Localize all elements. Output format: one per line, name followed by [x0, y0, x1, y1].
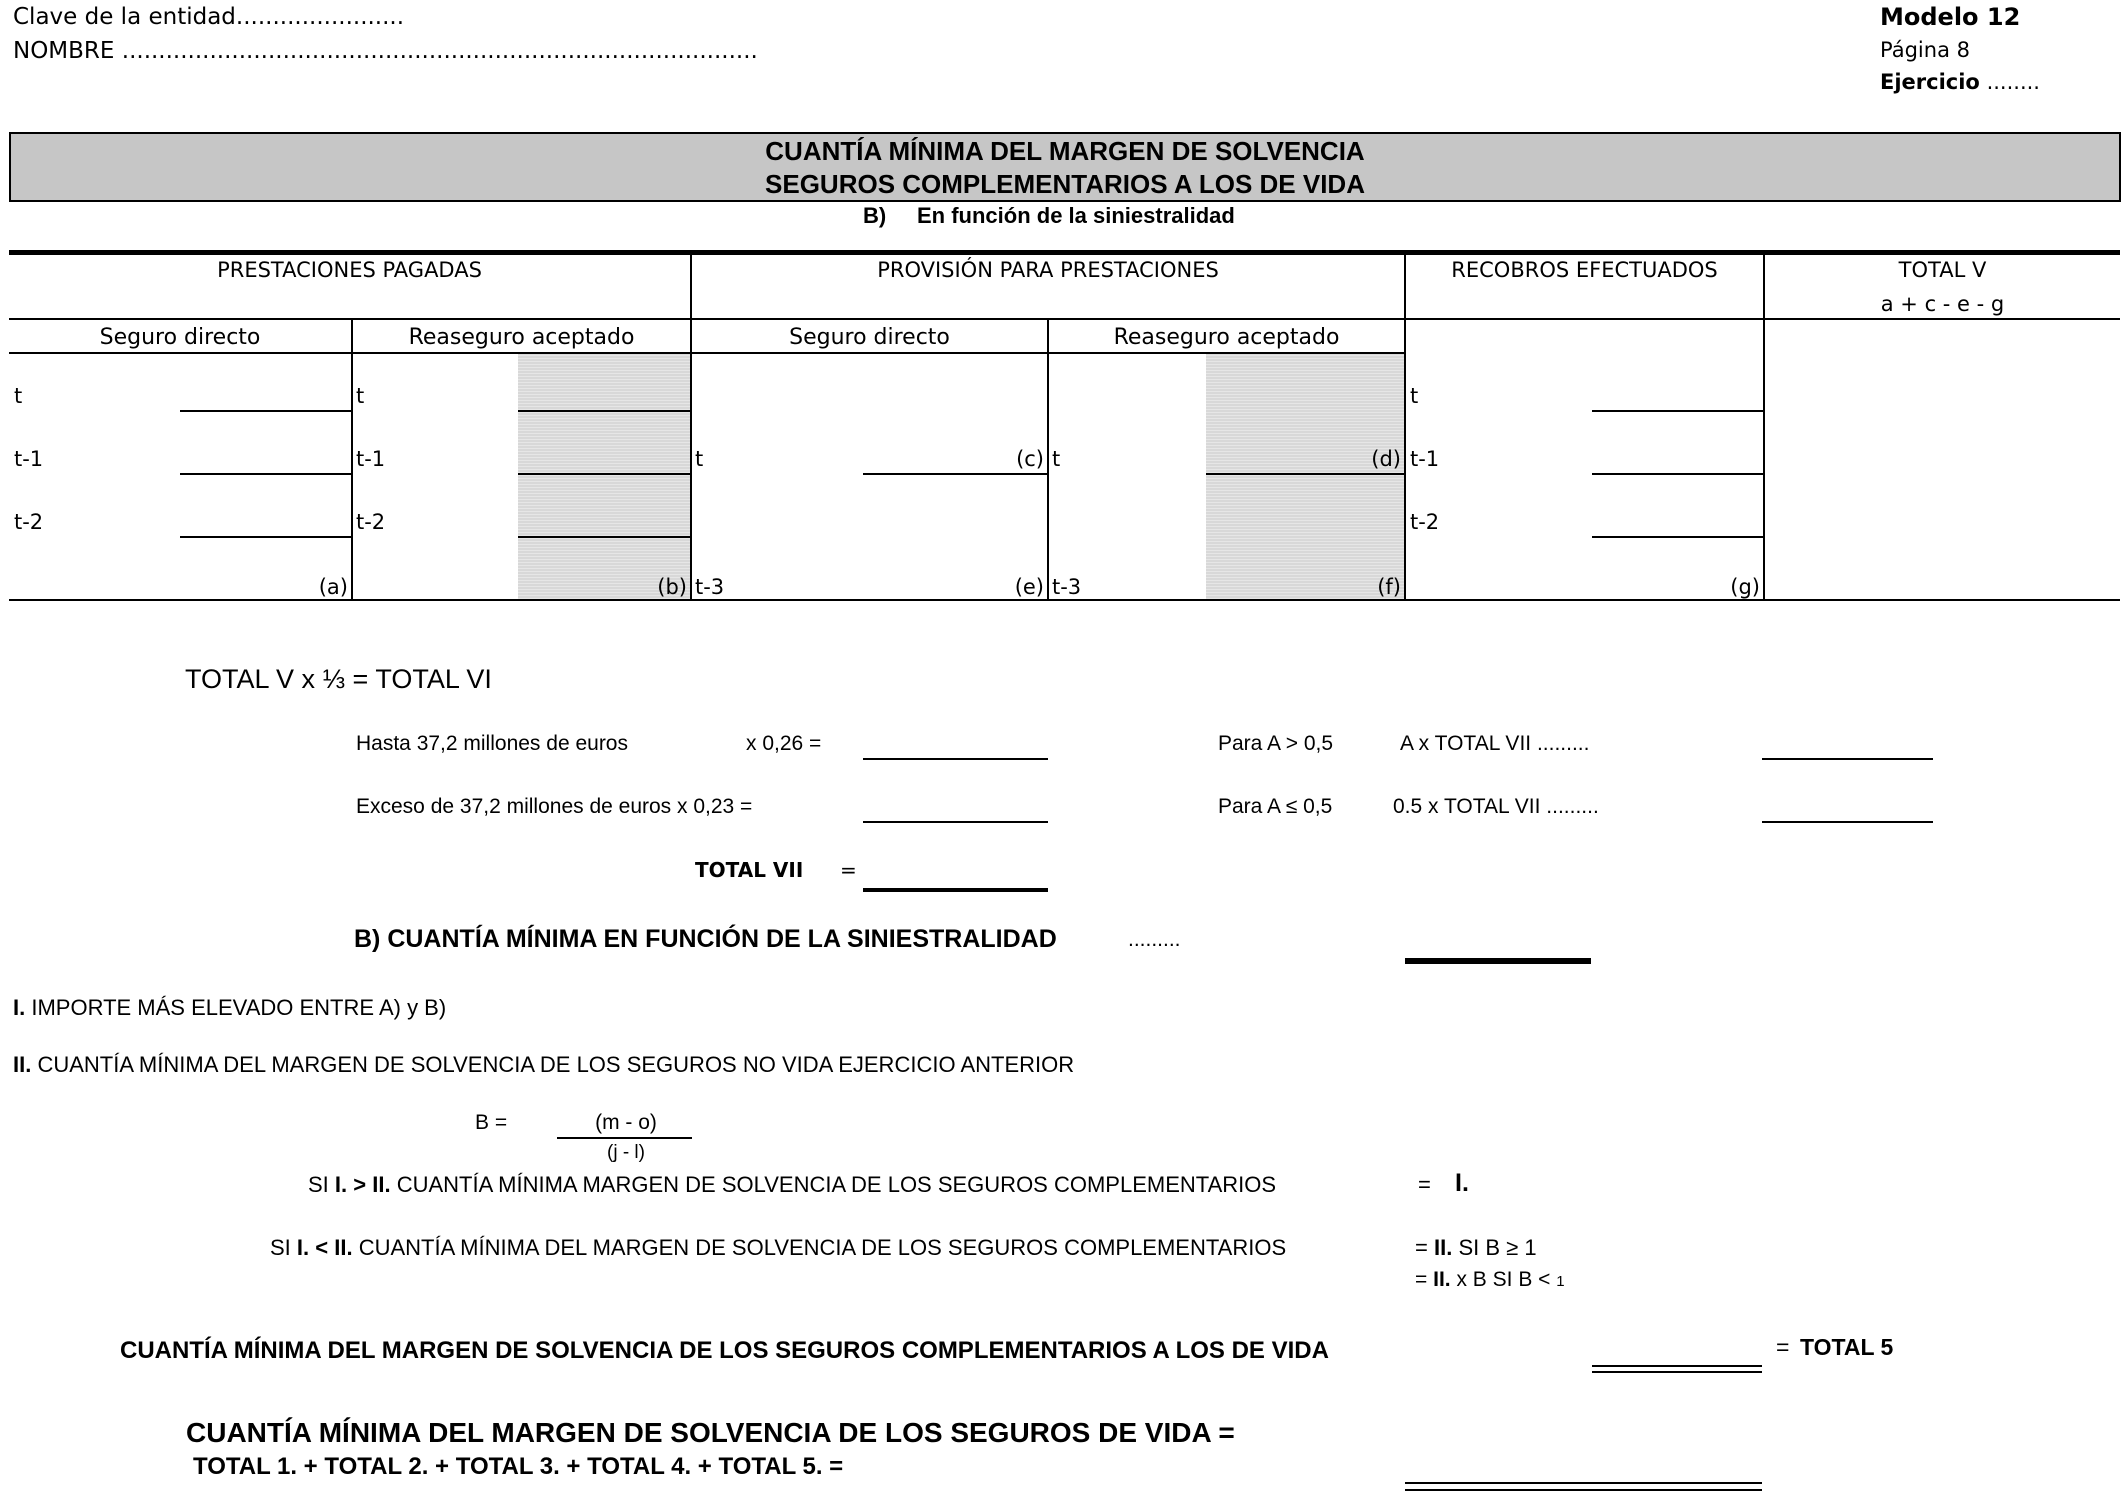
name-field: NOMBRE .......................................................................................	[13, 38, 758, 64]
rule-i	[13, 997, 446, 1019]
rule-si-1-text: CUANTÍA MÍNIMA MARGEN DE SOLVENCIA DE LOS SEGUROS COMPLEMENTARIOS	[396, 1172, 1277, 1197]
row-label-t3: t-3	[695, 575, 725, 599]
label-e: (e)	[1014, 575, 1044, 599]
rule-si-2-text: CUANTÍA MÍNIMA DEL MARGEN DE SOLVENCIA DE LOS SEGUROS COMPLEMENTARIOS	[358, 1235, 1287, 1260]
row-label-t1: t-1	[356, 447, 386, 471]
rule-si-1-eq: =	[1418, 1172, 1431, 1197]
year-field	[1880, 72, 2040, 93]
title-line-1: CUANTÍA MÍNIMA DEL MARGEN DE SOLVENCIA	[765, 136, 1365, 166]
rule-si-2-cond-2-one: 1	[1556, 1273, 1565, 1290]
final-line-lower	[1405, 1489, 1762, 1491]
label-b: (b)	[657, 575, 687, 599]
label-g: (g)	[1730, 575, 1760, 599]
label-f: (f)	[1377, 575, 1401, 599]
sub-seguro-directo-1: Seguro directo	[99, 325, 261, 350]
label-a: (a)	[318, 575, 348, 599]
col-divider-sub-1	[351, 318, 353, 599]
row-label-t2: t-2	[14, 510, 44, 534]
total-5-eq: =	[1776, 1334, 1790, 1360]
entry-line[interactable]	[863, 599, 1047, 601]
table-header-rule	[9, 352, 1405, 354]
rule-si-1-cond: I. > II.	[334, 1172, 391, 1197]
row-label-t1: t-1	[14, 447, 44, 471]
shaded-cell-reaseguro-provision	[1206, 354, 1404, 599]
row-label-t: t	[695, 447, 704, 471]
total-5-label: TOTAL 5	[1800, 1334, 1894, 1360]
year-dots: ........	[1986, 70, 2040, 94]
subtitle-letter: B)	[863, 203, 887, 228]
entry-line-exceso[interactable]	[863, 821, 1048, 823]
rule-ii-label: II.	[13, 1052, 32, 1077]
entry-line[interactable]	[1592, 410, 1763, 412]
rule-si-2-cond: I. < II.	[296, 1235, 353, 1260]
para-a-le-label: Para A ≤ 0,5	[1218, 795, 1333, 818]
b-formula-label: B =	[475, 1111, 508, 1134]
col-divider-sub-2	[1047, 318, 1049, 599]
page-number: Página 8	[1880, 38, 1970, 62]
entry-line[interactable]	[180, 536, 351, 538]
title-line-2: SEGUROS COMPLEMENTARIOS A LOS DE VIDA	[765, 169, 1365, 199]
col-divider-1	[690, 252, 692, 599]
label-c: (c)	[1016, 447, 1044, 471]
para-a-le-expr: 0.5 x TOTAL VII .........	[1393, 795, 1599, 818]
para-a-gt-expr: A x TOTAL VII .........	[1400, 732, 1590, 755]
total-vi-formula: TOTAL V x ⅓ = TOTAL VI	[185, 664, 492, 694]
rule-si-2-prefix: SI	[270, 1235, 291, 1260]
entry-line[interactable]	[518, 536, 690, 538]
hasta-label: Hasta 37,2 millones de euros	[356, 732, 628, 755]
b-cuantia-dots: .........	[1128, 928, 1181, 951]
total-vii-eq: =	[840, 858, 857, 882]
b-formula-denominator: (j - l)	[607, 1142, 645, 1163]
total-5-line-lower	[1592, 1371, 1762, 1373]
final-title-line-1: CUANTÍA MÍNIMA DEL MARGEN DE SOLVENCIA DE LOS SEGUROS DE VIDA =	[186, 1417, 1235, 1448]
rule-si-1-result: I.	[1455, 1169, 1469, 1197]
final-title-line-2: TOTAL 1. + TOTAL 2. + TOTAL 3. + TOTAL 4. + TOTAL 5. =	[193, 1453, 844, 1480]
year-label: Ejercicio	[1880, 70, 1980, 94]
col-divider-2	[1404, 252, 1406, 599]
label-d: (d)	[1371, 447, 1401, 471]
entry-line-total-vii[interactable]	[863, 888, 1048, 892]
rule-si-2-ii-1: II.	[1433, 1235, 1453, 1260]
b-cuantia-heading: B) CUANTÍA MÍNIMA EN FUNCIÓN DE LA SINIESTRALIDAD	[354, 925, 1057, 953]
rule-si-1-prefix: SI	[308, 1172, 329, 1197]
entry-line[interactable]	[863, 473, 1047, 475]
rule-si-2-ii-2: II.	[1433, 1268, 1451, 1291]
b-formula-fraction-bar	[557, 1137, 692, 1139]
entry-line-b-cuantia[interactable]	[1405, 958, 1591, 964]
total-5-description: CUANTÍA MÍNIMA DEL MARGEN DE SOLVENCIA DE LOS SEGUROS COMPLEMENTARIOS A LOS DE VIDA	[120, 1337, 1329, 1364]
row-label-t2: t-2	[1410, 510, 1440, 534]
row-label-t1: t-1	[1410, 447, 1440, 471]
rule-i-label: I.	[13, 995, 26, 1020]
rule-i-text: IMPORTE MÁS ELEVADO ENTRE A) y B)	[31, 995, 447, 1020]
model-number: Modelo 12	[1880, 3, 2021, 31]
exceso-label: Exceso de 37,2 millones de euros x 0,23 =	[356, 795, 753, 818]
rule-si-2-cond-1: SI B ≥ 1	[1458, 1235, 1537, 1260]
sub-reaseguro-aceptado-1: Reaseguro aceptado	[408, 325, 635, 350]
row-label-t: t	[356, 384, 365, 408]
entry-line[interactable]	[518, 473, 690, 475]
sub-seguro-directo-2: Seguro directo	[789, 325, 950, 350]
header-total-formula: a + c - e - g	[1880, 292, 2005, 316]
rule-si-2-cond-2: x B SI B <	[1456, 1268, 1551, 1291]
rule-ii-text: CUANTÍA MÍNIMA DEL MARGEN DE SOLVENCIA DE LOS SEGUROS NO VIDA EJERCICIO ANTERIOR	[37, 1052, 1075, 1077]
rule-si-2-result-1	[1415, 1237, 1537, 1259]
total-vii-label: TOTAL VII	[695, 858, 804, 882]
header-recobros: RECOBROS EFECTUADOS	[1451, 258, 1718, 282]
entry-line[interactable]	[1592, 536, 1763, 538]
b-formula-numerator: (m - o)	[595, 1111, 657, 1134]
row-label-t: t	[14, 384, 23, 408]
entry-line[interactable]	[1206, 473, 1404, 475]
entry-line[interactable]	[1592, 473, 1763, 475]
table-bottom-rule	[9, 599, 2120, 601]
entry-line[interactable]	[180, 410, 351, 412]
entry-line[interactable]	[180, 473, 351, 475]
row-label-t3: t-3	[1052, 575, 1082, 599]
rule-si-2-eq-1: =	[1415, 1235, 1428, 1260]
rule-si-2	[270, 1237, 1286, 1259]
total-5-line-upper[interactable]	[1592, 1365, 1762, 1367]
entry-line-hasta[interactable]	[863, 758, 1048, 760]
entry-line[interactable]	[518, 410, 690, 412]
final-line-upper[interactable]	[1405, 1482, 1762, 1484]
subtitle-text: En función de la siniestralidad	[917, 203, 1235, 228]
row-label-t: t	[1052, 447, 1061, 471]
entity-key-field: Clave de la entidad.......................	[13, 4, 405, 30]
rule-si-2-result-2	[1415, 1269, 1565, 1290]
shaded-cell-reaseguro-pagadas	[518, 354, 690, 599]
row-label-t2: t-2	[356, 510, 386, 534]
header-prestaciones-pagadas: PRESTACIONES PAGADAS	[217, 258, 482, 282]
table-subheader-rule	[9, 318, 2120, 320]
rule-si-1	[308, 1174, 1276, 1196]
entry-line-para-a-le[interactable]	[1762, 821, 1933, 823]
row-label-t: t	[1410, 384, 1419, 408]
para-a-gt-label: Para A > 0,5	[1218, 732, 1334, 755]
table-top-rule	[9, 250, 2120, 255]
header-total-v: TOTAL V	[1898, 258, 1987, 282]
rule-ii	[13, 1054, 1074, 1076]
rule-si-2-eq-2: =	[1415, 1268, 1428, 1291]
hasta-multiplier: x 0,26 =	[746, 732, 822, 755]
sub-reaseguro-aceptado-2: Reaseguro aceptado	[1113, 325, 1340, 350]
entry-line-para-a-gt[interactable]	[1762, 758, 1933, 760]
header-provision-prestaciones: PROVISIÓN PARA PRESTACIONES	[877, 258, 1219, 282]
